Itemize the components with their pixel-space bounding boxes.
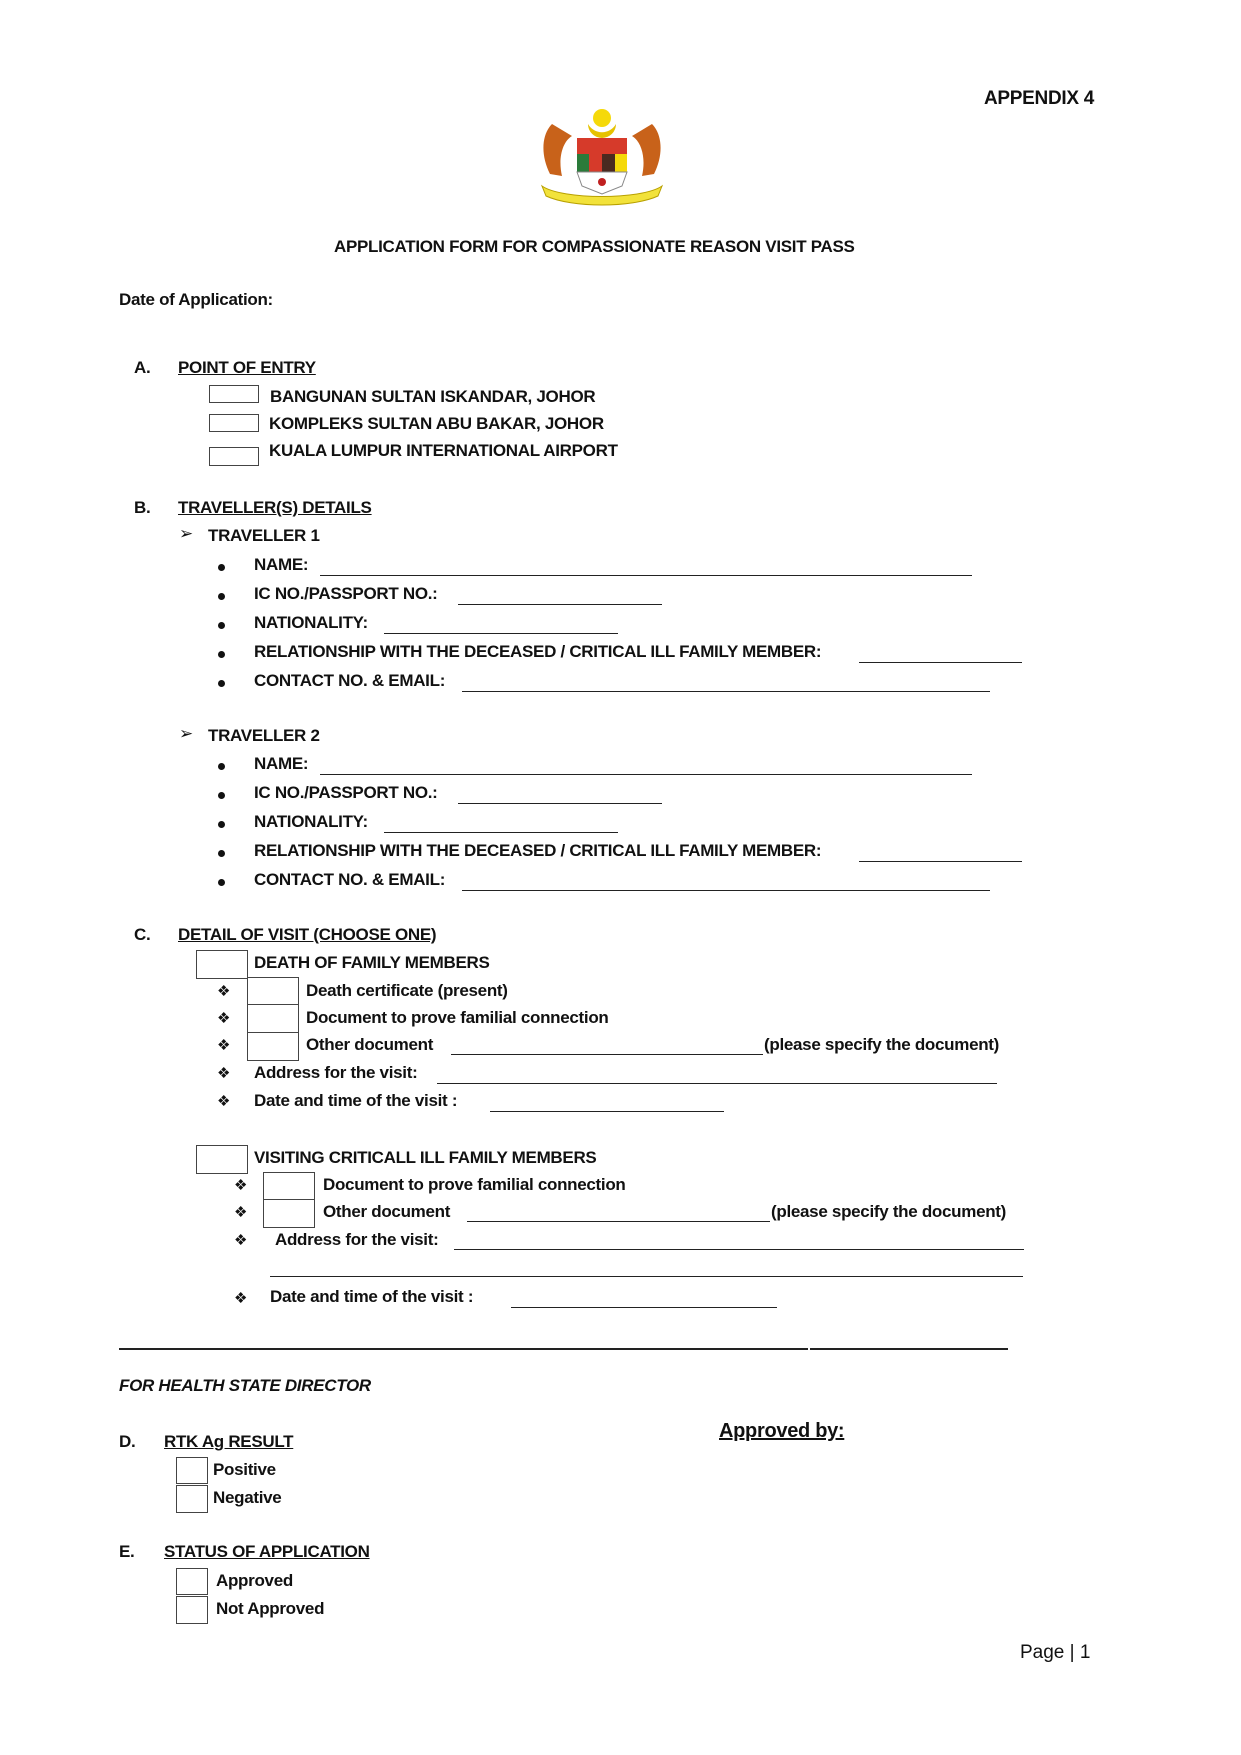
ill-address-field-line-2[interactable] bbox=[270, 1276, 1023, 1277]
section-a-heading: POINT OF ENTRY bbox=[178, 358, 316, 377]
death-other-doc-field[interactable] bbox=[451, 1054, 763, 1055]
section-a-letter: A. bbox=[134, 358, 151, 377]
death-date-label: Date and time of the visit : bbox=[254, 1091, 458, 1110]
t1-name-field[interactable] bbox=[320, 575, 972, 576]
checkbox-positive[interactable] bbox=[176, 1457, 208, 1484]
form-title: APPLICATION FORM FOR COMPASSIONATE REASON VISIT PASS bbox=[334, 237, 855, 256]
checkbox-death-of-family[interactable] bbox=[196, 950, 248, 979]
option-klia: KUALA LUMPUR INTERNATIONAL AIRPORT bbox=[269, 441, 618, 460]
death-address-field[interactable] bbox=[437, 1083, 997, 1084]
checkbox-ill-familial-doc[interactable] bbox=[263, 1172, 315, 1201]
page-number: Page | 1 bbox=[1020, 1642, 1091, 1663]
t2-name-field[interactable] bbox=[320, 774, 972, 775]
section-d-letter: D. bbox=[119, 1432, 136, 1451]
section-divider bbox=[119, 1348, 808, 1350]
appendix-label: APPENDIX 4 bbox=[984, 88, 1094, 109]
t2-relationship-field[interactable] bbox=[859, 861, 1022, 862]
diamond-bullet-icon: ❖ bbox=[217, 1010, 231, 1027]
diamond-bullet-icon: ❖ bbox=[234, 1290, 248, 1307]
ill-other-doc-field[interactable] bbox=[467, 1221, 770, 1222]
bullet-icon bbox=[218, 680, 225, 687]
bullet-icon bbox=[218, 763, 225, 770]
diamond-bullet-icon: ❖ bbox=[217, 1093, 231, 1110]
t2-nationality-label: NATIONALITY: bbox=[254, 812, 368, 831]
death-specify-note: (please specify the document) bbox=[764, 1035, 1000, 1054]
arrow-bullet-icon: ➢ bbox=[179, 724, 194, 743]
t2-nationality-field[interactable] bbox=[384, 832, 618, 833]
director-heading: FOR HEALTH STATE DIRECTOR bbox=[119, 1376, 371, 1395]
ill-other-doc-label: Other document bbox=[323, 1202, 451, 1221]
coat-of-arms-emblem bbox=[532, 104, 672, 208]
bullet-icon bbox=[218, 564, 225, 571]
t2-contact-label: CONTACT NO. & EMAIL: bbox=[254, 870, 446, 889]
traveller-1-title: TRAVELLER 1 bbox=[208, 526, 320, 545]
t2-passport-label: IC NO./PASSPORT NO.: bbox=[254, 783, 438, 802]
bullet-icon bbox=[218, 879, 225, 886]
death-certificate-label: Death certificate (present) bbox=[306, 981, 508, 1000]
t1-contact-field[interactable] bbox=[462, 691, 990, 692]
t1-relationship-label: RELATIONSHIP WITH THE DECEASED / CRITICAL ILL FAMILY MEMBER: bbox=[254, 642, 822, 661]
checkbox-death-familial-doc[interactable] bbox=[247, 1004, 299, 1033]
ill-date-field[interactable] bbox=[511, 1307, 777, 1308]
checkbox-kompleks-sultan-abu-bakar[interactable] bbox=[209, 414, 259, 432]
visiting-ill-label: VISITING CRITICALL ILL FAMILY MEMBERS bbox=[254, 1148, 597, 1167]
approved-label: Approved bbox=[216, 1571, 293, 1590]
positive-label: Positive bbox=[213, 1460, 276, 1479]
date-of-application-label: Date of Application: bbox=[119, 290, 273, 309]
checkbox-approved[interactable] bbox=[176, 1568, 208, 1595]
t2-contact-field[interactable] bbox=[462, 890, 990, 891]
diamond-bullet-icon: ❖ bbox=[234, 1204, 248, 1221]
checkbox-ill-other-doc[interactable] bbox=[263, 1199, 315, 1228]
section-c-letter: C. bbox=[134, 925, 151, 944]
diamond-bullet-icon: ❖ bbox=[217, 1065, 231, 1082]
ill-specify-note: (please specify the document) bbox=[771, 1202, 1007, 1221]
ill-date-label: Date and time of the visit : bbox=[270, 1287, 474, 1306]
t2-passport-field[interactable] bbox=[458, 803, 662, 804]
ill-address-field[interactable] bbox=[454, 1249, 1024, 1250]
checkbox-bangunan-sultan-iskandar[interactable] bbox=[209, 385, 259, 403]
section-divider bbox=[810, 1348, 1008, 1350]
checkbox-klia[interactable] bbox=[209, 447, 259, 466]
section-b-letter: B. bbox=[134, 498, 151, 517]
t1-nationality-label: NATIONALITY: bbox=[254, 613, 368, 632]
diamond-bullet-icon: ❖ bbox=[234, 1177, 248, 1194]
death-date-field[interactable] bbox=[490, 1111, 724, 1112]
bullet-icon bbox=[218, 821, 225, 828]
diamond-bullet-icon: ❖ bbox=[217, 983, 231, 1000]
t2-relationship-label: RELATIONSHIP WITH THE DECEASED / CRITICAL ILL FAMILY MEMBER: bbox=[254, 841, 822, 860]
section-b-heading: TRAVELLER(S) DETAILS bbox=[178, 498, 372, 517]
diamond-bullet-icon: ❖ bbox=[217, 1037, 231, 1054]
checkbox-death-certificate[interactable] bbox=[247, 977, 299, 1006]
bullet-icon bbox=[218, 850, 225, 857]
negative-label: Negative bbox=[213, 1488, 282, 1507]
t2-name-label: NAME: bbox=[254, 754, 309, 773]
t1-passport-label: IC NO./PASSPORT NO.: bbox=[254, 584, 438, 603]
death-address-label: Address for the visit: bbox=[254, 1063, 418, 1082]
bullet-icon bbox=[218, 792, 225, 799]
t1-contact-label: CONTACT NO. & EMAIL: bbox=[254, 671, 446, 690]
section-e-heading: STATUS OF APPLICATION bbox=[164, 1542, 370, 1561]
bullet-icon bbox=[218, 622, 225, 629]
t1-relationship-field[interactable] bbox=[859, 662, 1022, 663]
checkbox-death-other-doc[interactable] bbox=[247, 1032, 299, 1061]
diamond-bullet-icon: ❖ bbox=[234, 1232, 248, 1249]
checkbox-visiting-ill[interactable] bbox=[196, 1145, 248, 1174]
ill-address-label: Address for the visit: bbox=[275, 1230, 439, 1249]
death-familial-doc-label: Document to prove familial connection bbox=[306, 1008, 609, 1027]
bullet-icon bbox=[218, 651, 225, 658]
t1-passport-field[interactable] bbox=[458, 604, 662, 605]
option-bangunan-sultan-iskandar: BANGUNAN SULTAN ISKANDAR, JOHOR bbox=[270, 387, 596, 406]
death-other-doc-label: Other document bbox=[306, 1035, 434, 1054]
ill-familial-doc-label: Document to prove familial connection bbox=[323, 1175, 626, 1194]
bullet-icon bbox=[218, 593, 225, 600]
approved-by-label: Approved by: bbox=[719, 1420, 845, 1442]
section-e-letter: E. bbox=[119, 1542, 135, 1561]
option-kompleks-sultan-abu-bakar: KOMPLEKS SULTAN ABU BAKAR, JOHOR bbox=[269, 414, 604, 433]
t1-nationality-field[interactable] bbox=[384, 633, 618, 634]
section-d-heading: RTK Ag RESULT bbox=[164, 1432, 294, 1451]
section-c-heading: DETAIL OF VISIT (CHOOSE ONE) bbox=[178, 925, 437, 944]
traveller-2-title: TRAVELLER 2 bbox=[208, 726, 320, 745]
t1-name-label: NAME: bbox=[254, 555, 309, 574]
checkbox-negative[interactable] bbox=[176, 1485, 208, 1513]
arrow-bullet-icon: ➢ bbox=[179, 524, 194, 543]
not-approved-label: Not Approved bbox=[216, 1599, 325, 1618]
death-of-family-label: DEATH OF FAMILY MEMBERS bbox=[254, 953, 490, 972]
checkbox-not-approved[interactable] bbox=[176, 1596, 208, 1624]
